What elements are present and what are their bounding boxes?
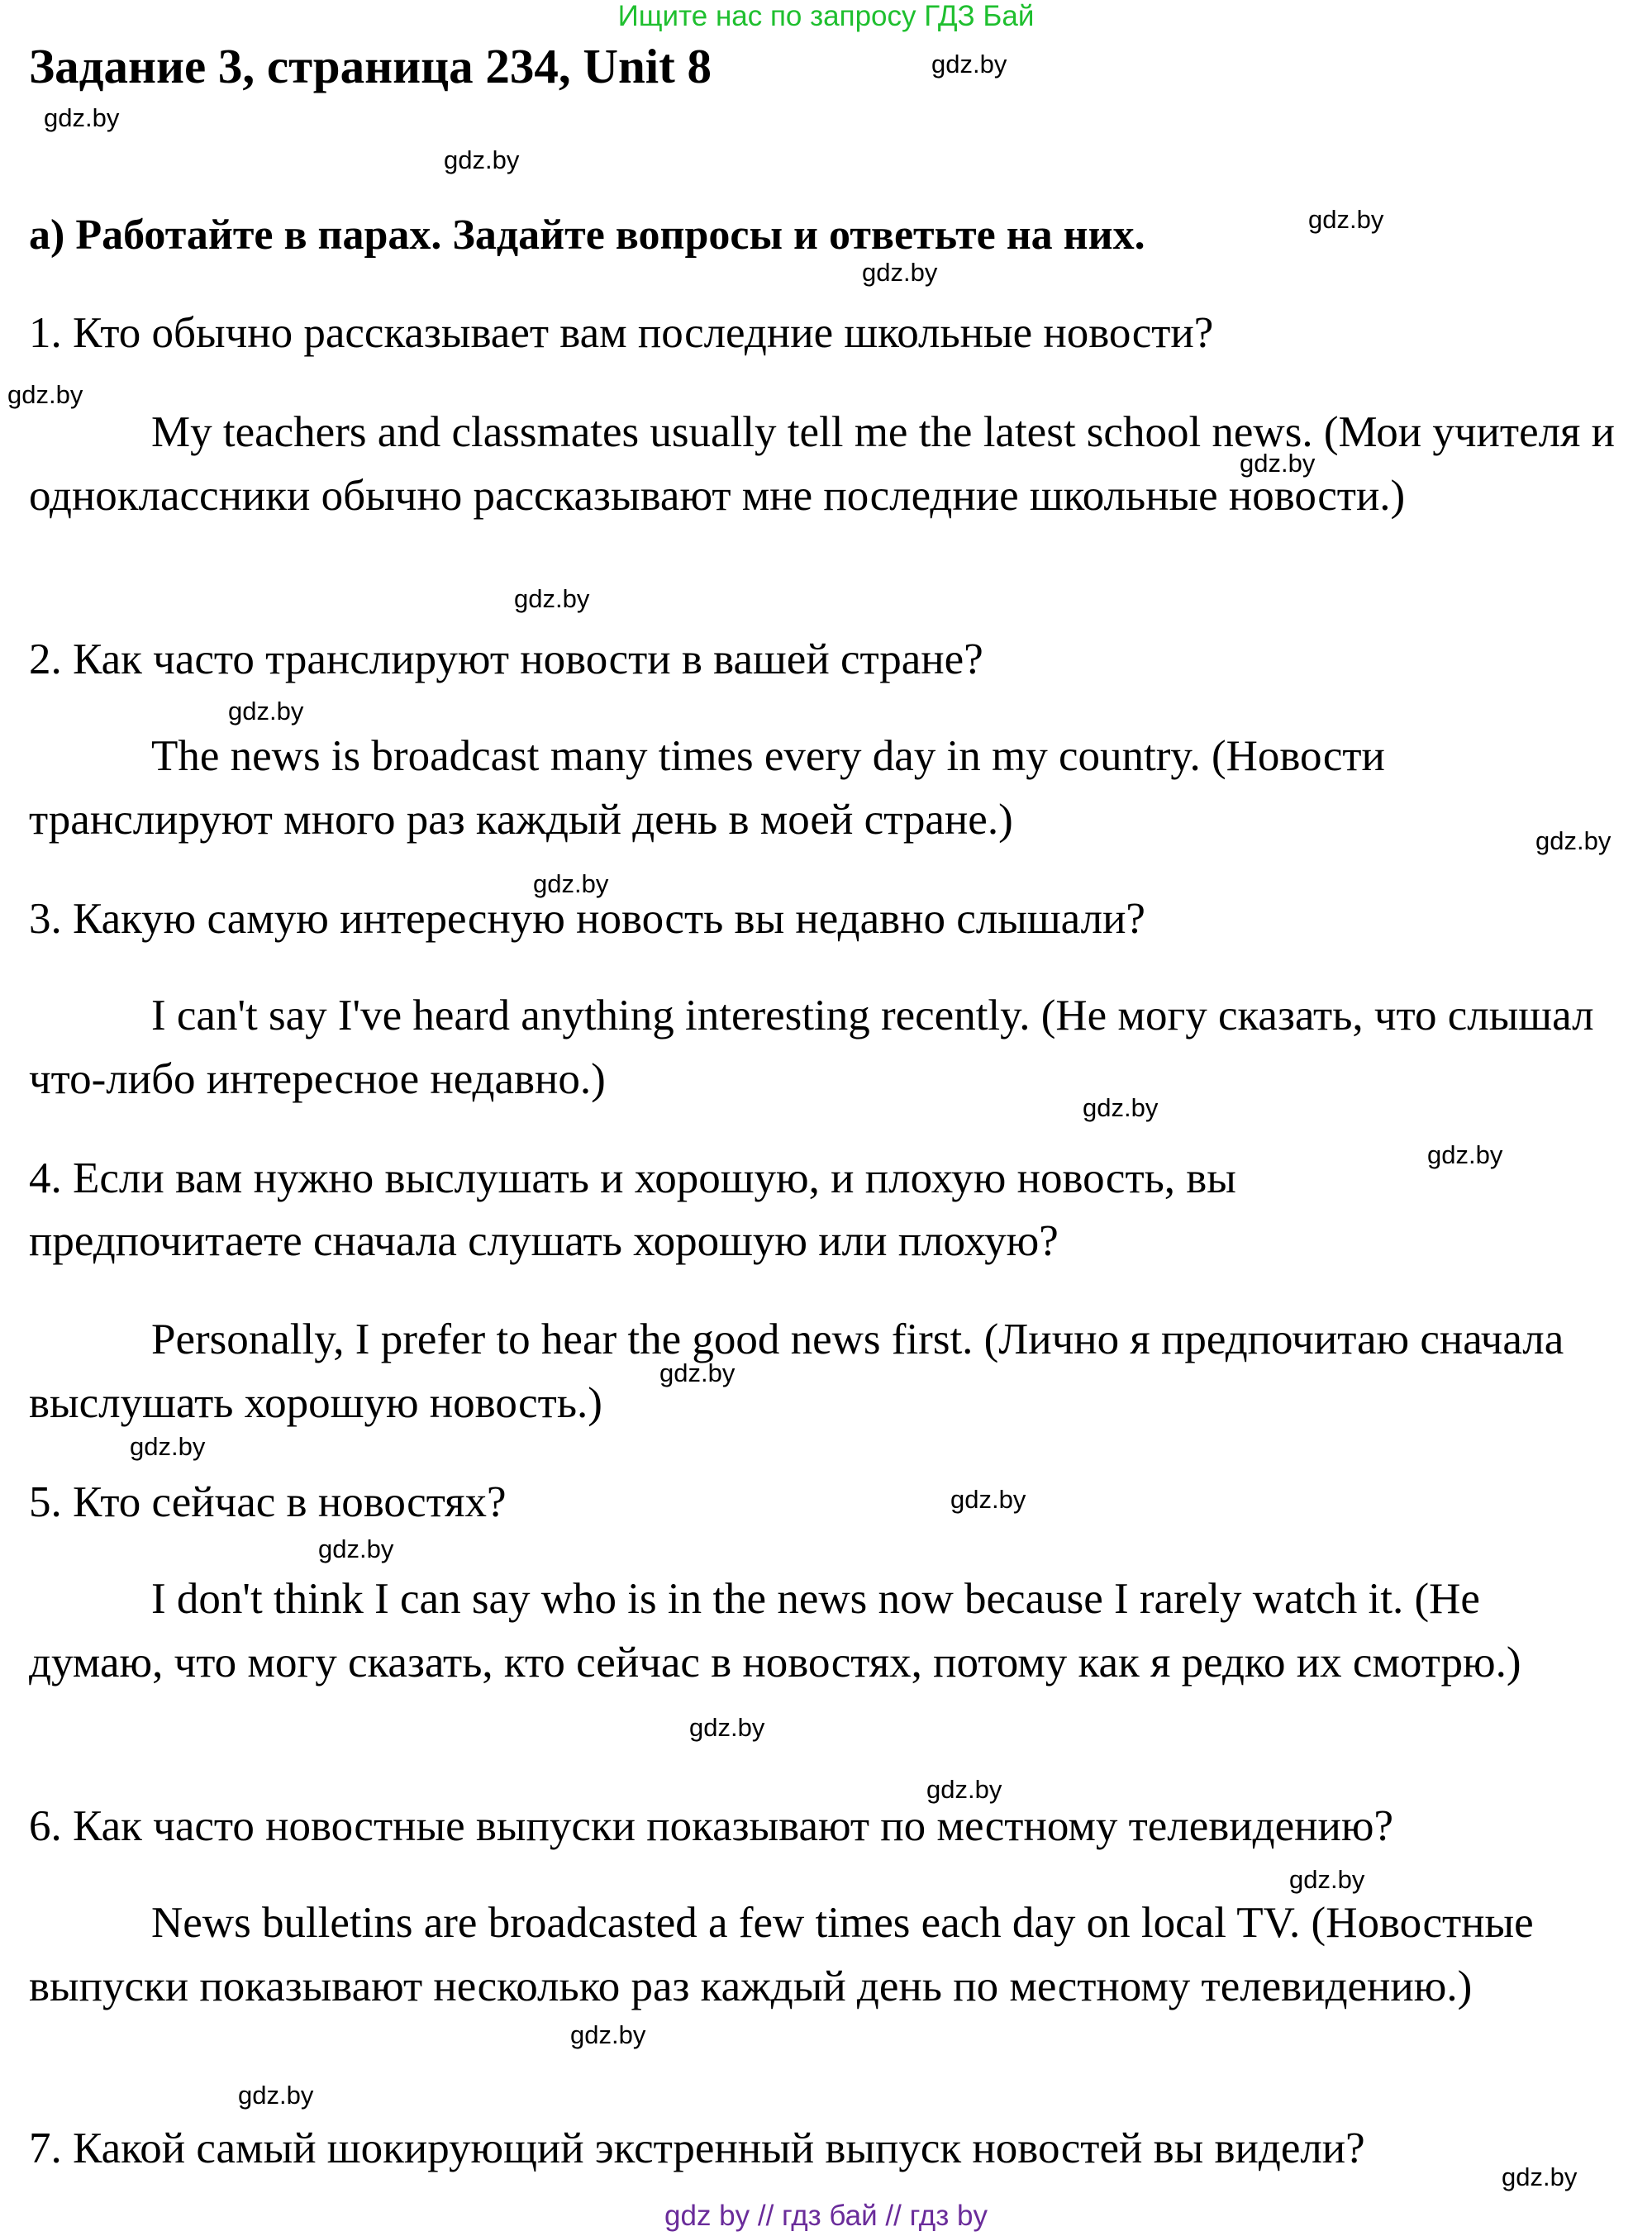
watermark: gdz.by bbox=[1502, 2162, 1578, 2191]
answer-2: The news is broadcast many times every day in my country. (Новости транслируют много раз каждый день в моей стране.) bbox=[29, 732, 1385, 844]
question-7: 7. Какой самый шокирующий экстренный выпуск новостей вы видели? bbox=[29, 2124, 1365, 2172]
watermark: gdz.by bbox=[1240, 449, 1316, 478]
watermark: gdz.by bbox=[318, 1534, 394, 1563]
watermark: gdz.by bbox=[689, 1713, 765, 1742]
watermark: gdz.by bbox=[533, 869, 609, 898]
answer-6: News bulletins are broadcasted a few times each day on local TV. (Новостные выпуски показывают несколько раз каждый день по местному телевидению.) bbox=[29, 1899, 1534, 2010]
answer-5: I don't think I can say who is in the news now because I rarely watch it. (Не думаю, что могу сказать, кто сейчас в новостях, потому как я редко их смотрю.) bbox=[29, 1575, 1521, 1687]
question-3: 3. Какую самую интересную новость вы недавно слышали? bbox=[29, 895, 1145, 943]
watermark: gdz.by bbox=[1289, 1865, 1365, 1894]
watermark: gdz.by bbox=[1535, 826, 1612, 855]
question-4-line-1: 4. Если вам нужно выслушать и хорошую, и плохую новость, вы bbox=[29, 1154, 1236, 1202]
watermark: gdz.by bbox=[44, 103, 120, 132]
page-title: Задание 3, страница 234, Unit 8 bbox=[29, 39, 712, 93]
watermark: gdz.by bbox=[1308, 205, 1384, 234]
watermark: gdz.by bbox=[931, 50, 1007, 78]
watermark: gdz.by bbox=[228, 697, 304, 726]
answer-3: I can't say I've heard anything interesting recently. (Не могу сказать, что слышал что-либо интересное недавно.) bbox=[29, 992, 1594, 1103]
task-instruction: a) Работайте в парах. Задайте вопросы и ответьте на них. bbox=[29, 212, 1145, 259]
watermark: gdz.by bbox=[130, 1432, 206, 1461]
question-2: 2. Как часто транслируют новости в вашей стране? bbox=[29, 635, 983, 683]
top-banner: Ищите нас по запросу ГДЗ Бай bbox=[617, 0, 1035, 32]
answer-1: My teachers and classmates usually tell me the latest school news. (Мои учителя и одноклассники обычно рассказывают мне последние школьные новости.) bbox=[29, 408, 1616, 520]
watermark: gdz.by bbox=[570, 2020, 646, 2049]
footer-watermark: gdz by // гдз бай // гдз by bbox=[664, 2200, 988, 2232]
question-4-line-2: предпочитаете сначала слушать хорошую или плохую? bbox=[29, 1217, 1059, 1265]
watermark: gdz.by bbox=[514, 584, 590, 613]
answer-4: Personally, I prefer to hear the good news first. (Лично я предпочитаю сначала выслушать хорошую новость.) bbox=[29, 1315, 1564, 1427]
watermark: gdz.by bbox=[950, 1485, 1026, 1514]
watermark: gdz.by bbox=[926, 1775, 1002, 1804]
watermark: gdz.by bbox=[1427, 1140, 1503, 1169]
question-5: 5. Кто сейчас в новостях? bbox=[29, 1478, 507, 1526]
watermark: gdz.by bbox=[444, 145, 520, 174]
question-6: 6. Как часто новостные выпуски показывают по местному телевидению? bbox=[29, 1802, 1393, 1850]
watermark: gdz.by bbox=[862, 258, 938, 287]
watermark: gdz.by bbox=[1083, 1093, 1159, 1122]
question-1: 1. Кто обычно рассказывает вам последние школьные новости? bbox=[29, 309, 1214, 357]
watermark: gdz.by bbox=[238, 2081, 314, 2110]
watermark: gdz.by bbox=[659, 1358, 736, 1387]
watermark: gdz.by bbox=[7, 380, 83, 409]
